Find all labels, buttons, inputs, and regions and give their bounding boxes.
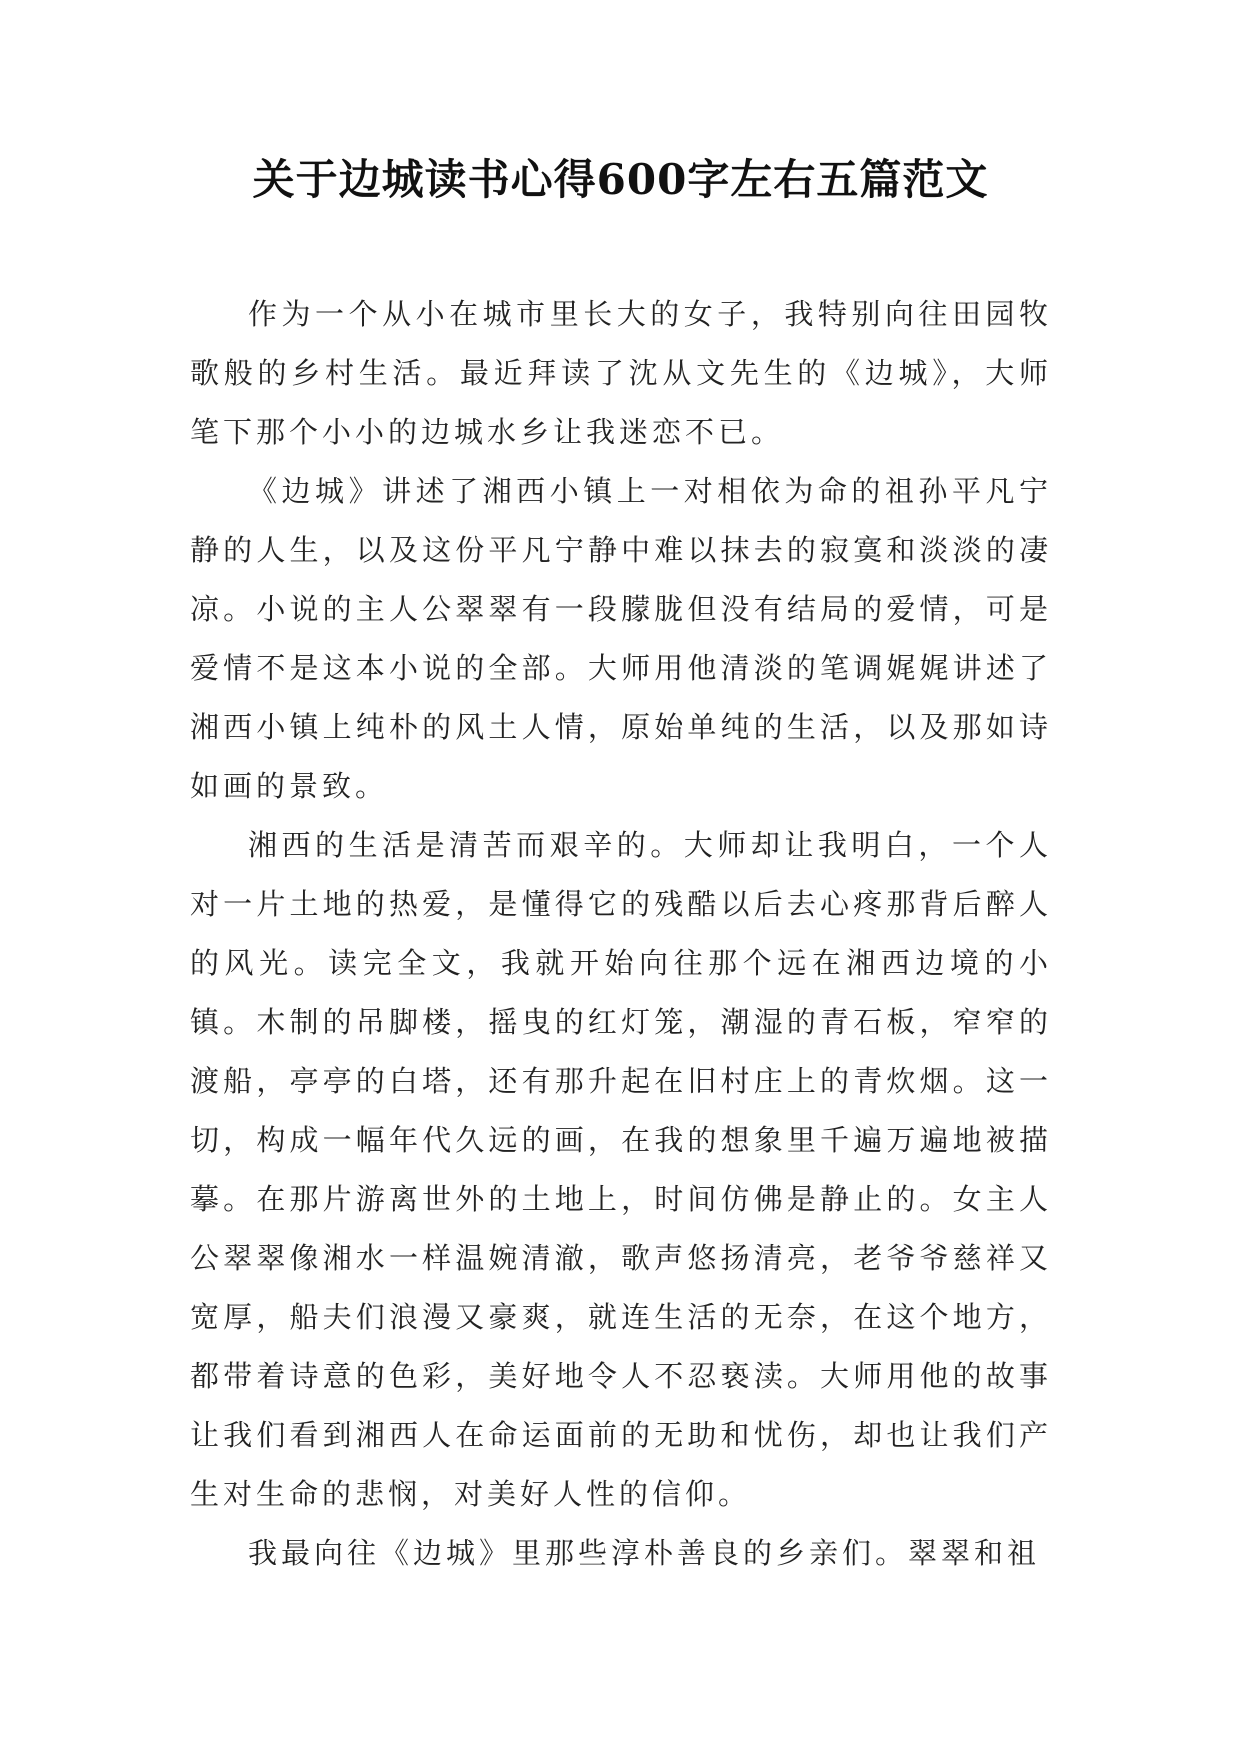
paragraph-4: 我最向往《边城》里那些淳朴善良的乡亲们。翠翠和祖 [248, 1536, 1041, 1570]
paragraph-1: 作为一个从小在城市里长大的女子，我特别向往田园牧歌般的乡村生活。最近拜读了沈从文先生的《边城》，大师笔下那个小小的边城水乡让我迷恋不已。 [190, 297, 1052, 449]
paragraph-2: 《边城》讲述了湘西小镇上一对相依为命的祖孙平凡宁静的人生，以及这份平凡宁静中难以抹去的寂寞和淡淡的凄凉。小说的主人公翠翠有一段朦胧但没有结局的爱情，可是爱情不是这本小说的全部。大师用他清淡的笔调娓娓讲述了湘西小镇上纯朴的风土人情，原始单纯的生活，以及那如诗如画的景致。 [190, 474, 1052, 803]
document-title: 关于边城读书心得600字左右五篇范文 [252, 155, 989, 204]
paragraph-3: 湘西的生活是清苦而艰辛的。大师却让我明白，一个人对一片土地的热爱，是懂得它的残酷以后去心疼那背后醉人的风光。读完全文，我就开始向往那个远在湘西边境的小镇。木制的吊脚楼，摇曳的红灯笼，潮湿的青石板，窄窄的渡船，亭亭的白塔，还有那升起在旧村庄上的青炊烟。这一切，构成一幅年代久远的画，在我的想象里千遍万遍地被描摹。在那片游离世外的土地上，时间仿佛是静止的。女主人公翠翠像湘水一样温婉清澈，歌声悠扬清亮，老爷爷慈祥又宽厚，船夫们浪漫又豪爽，就连生活的无奈，在这个地方，都带着诗意的色彩，美好地令人不忍亵渎。大师用他的故事让我们看到湘西人在命运面前的无助和忧伤，却也让我们产生对生命的悲悯，对美好人性的信仰。 [190, 828, 1052, 1511]
document-body [190, 285, 1052, 1583]
